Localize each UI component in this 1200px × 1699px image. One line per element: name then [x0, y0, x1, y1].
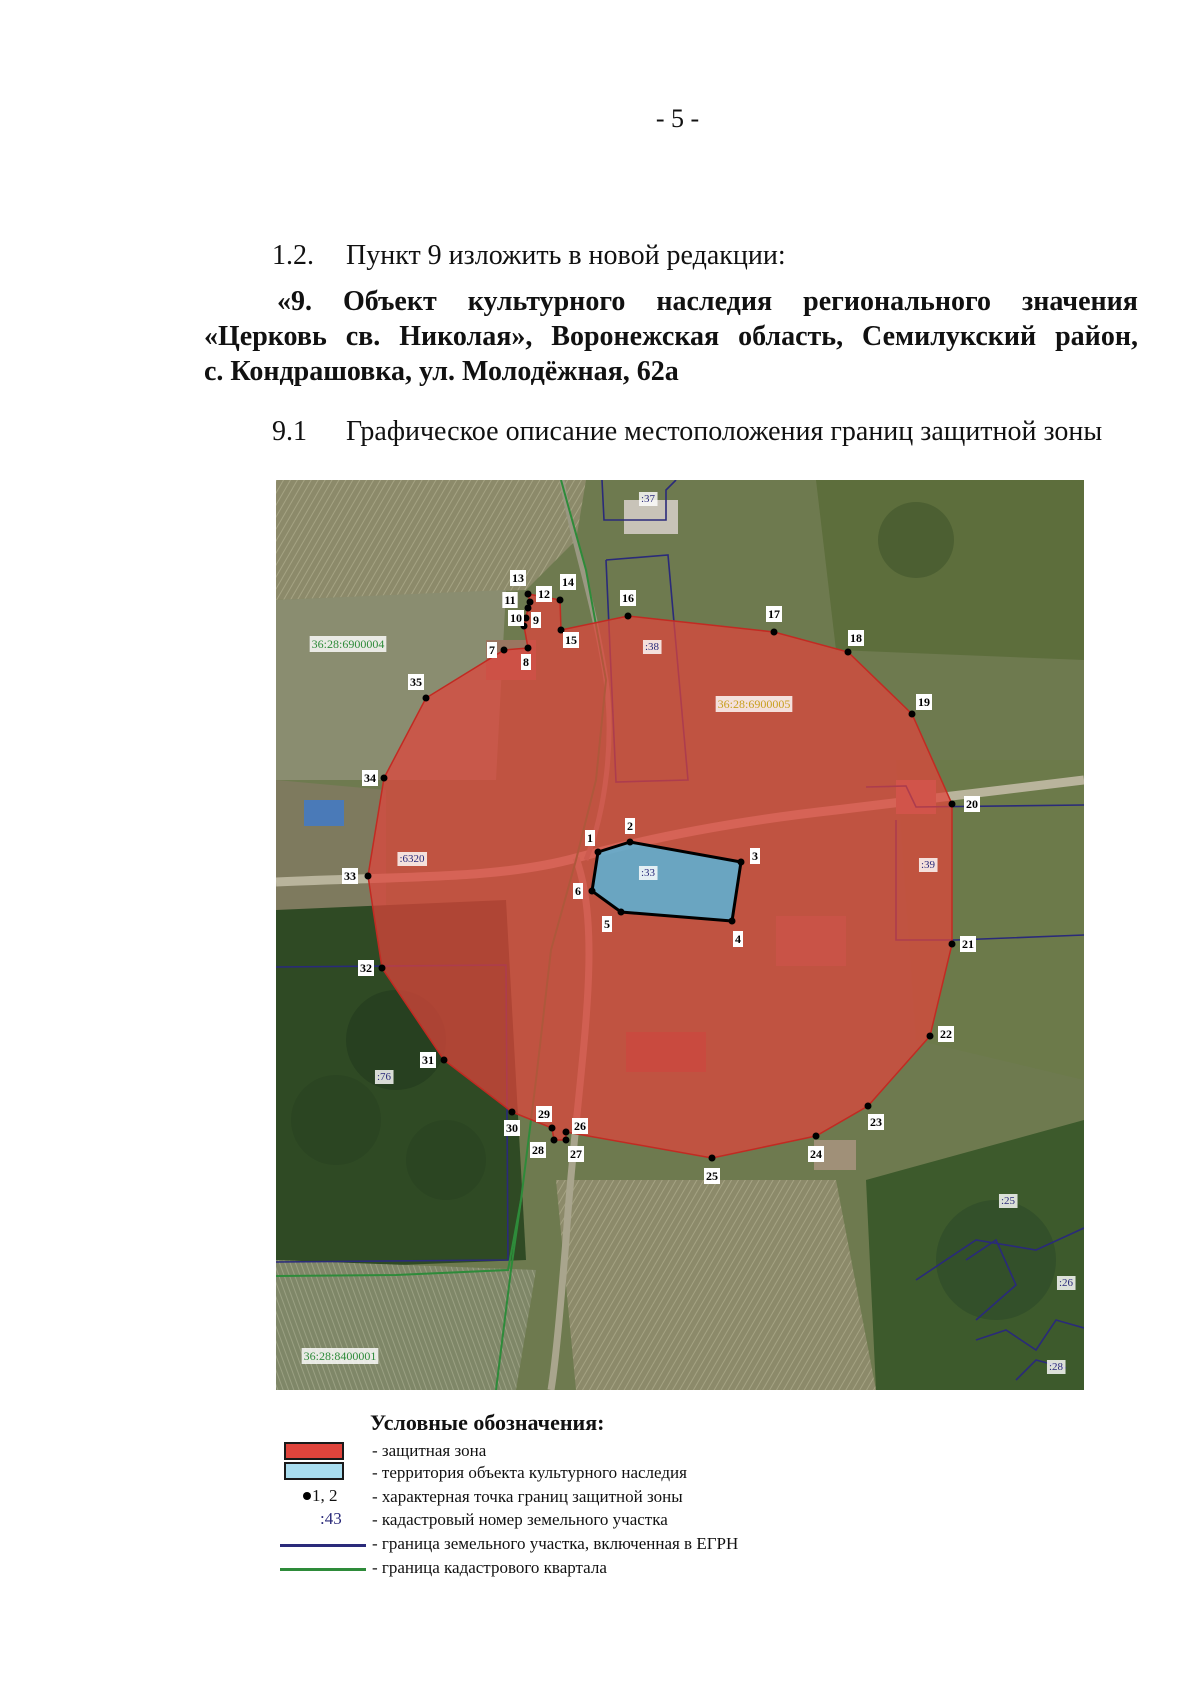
- svg-text:5: 5: [604, 917, 610, 931]
- legend-symbol: :43: [320, 1509, 342, 1528]
- svg-text:33: 33: [344, 869, 356, 883]
- svg-text:22: 22: [940, 1027, 952, 1041]
- quarter-border-line: [280, 1568, 366, 1571]
- svg-text:25: 25: [706, 1169, 718, 1183]
- legend-desc: - защитная зона: [372, 1441, 487, 1460]
- object-title-word: Воронежская: [551, 321, 720, 352]
- svg-text:9: 9: [533, 613, 539, 627]
- svg-text:13: 13: [512, 571, 524, 585]
- svg-text:14: 14: [562, 575, 574, 589]
- object-title-word: Николая»,: [399, 321, 533, 352]
- svg-text:2: 2: [627, 819, 633, 833]
- svg-text:3: 3: [752, 849, 758, 863]
- svg-text:29: 29: [538, 1107, 550, 1121]
- zone-swatch: [284, 1442, 344, 1460]
- svg-text:34: 34: [364, 771, 376, 785]
- object-title-word: св.: [345, 321, 381, 352]
- cadastral-number-label: [919, 858, 938, 872]
- legend-row-point: [276, 1486, 1076, 1508]
- cadastral-number-label: [302, 1348, 379, 1364]
- legend-desc: - характерная точка границ защитной зоны: [372, 1487, 683, 1506]
- legend-desc: - территория объекта культурного наследия: [372, 1463, 687, 1482]
- svg-text::38: :38: [644, 641, 660, 653]
- cadastral-number-label: [643, 640, 662, 654]
- svg-text::37: :37: [640, 493, 656, 505]
- object-title-line-3: [204, 354, 1138, 389]
- legend-desc: - граница земельного участка, включенная в ЕГРН: [372, 1534, 739, 1553]
- svg-text:10: 10: [510, 611, 522, 625]
- page-number: - 5 -: [655, 104, 700, 133]
- svg-text:21: 21: [962, 937, 974, 951]
- object-title-word: с. Кондрашовка, ул. Молодёжная, 62а: [204, 356, 679, 387]
- svg-text:8: 8: [523, 655, 529, 669]
- legend-row-zone: [276, 1440, 1076, 1462]
- svg-text:4: 4: [735, 932, 741, 946]
- svg-text:17: 17: [768, 607, 780, 621]
- cadastral-number-label: [397, 852, 427, 866]
- svg-text:28: 28: [532, 1143, 544, 1157]
- svg-text:36:28:6900005: 36:28:6900005: [717, 697, 791, 711]
- object-title-word: культурного: [467, 286, 626, 317]
- legend-row-heritage: [276, 1462, 1076, 1484]
- object-title: [204, 284, 1138, 389]
- svg-text::28: :28: [1048, 1361, 1064, 1373]
- svg-text::6320: :6320: [399, 853, 425, 865]
- legend-row-plot-border: [276, 1533, 1076, 1555]
- svg-text:36:28:8400001: 36:28:8400001: [303, 1349, 377, 1363]
- svg-text:11: 11: [504, 593, 516, 607]
- legend-desc: - граница кадастрового квартала: [372, 1558, 607, 1577]
- legend-row-cadastral: [276, 1509, 1076, 1531]
- cadastral-number-label: [999, 1194, 1018, 1208]
- subsection-number: 9.1: [272, 416, 307, 447]
- legend-symbol: 1, 2: [312, 1486, 338, 1505]
- legend-row-quarter-border: [276, 1557, 1076, 1579]
- cadastral-number-label: [1047, 1360, 1066, 1374]
- object-title-line-1: [204, 284, 1138, 319]
- svg-text:19: 19: [918, 695, 930, 709]
- heritage-swatch: [284, 1462, 344, 1480]
- object-title-word: Семилукский: [862, 321, 1037, 352]
- svg-text:26: 26: [574, 1119, 586, 1133]
- object-title-word: район,: [1055, 321, 1138, 352]
- svg-text:18: 18: [850, 631, 862, 645]
- svg-text:30: 30: [506, 1121, 518, 1135]
- map-canvas: [276, 480, 1084, 1390]
- legend-title: Условные обозначения:: [370, 1410, 605, 1435]
- svg-text:15: 15: [565, 633, 577, 647]
- svg-text::26: :26: [1058, 1277, 1074, 1289]
- subsection-text: Графическое описание местоположения границ защитной зоны: [346, 416, 1103, 447]
- svg-text:1: 1: [587, 831, 593, 845]
- cadastral-number-label: [310, 636, 387, 652]
- object-title-word: область,: [738, 321, 844, 352]
- object-title-word: значения: [1022, 286, 1138, 317]
- svg-text:27: 27: [570, 1147, 582, 1161]
- section-number: 1.2.: [272, 240, 314, 271]
- svg-text::33: :33: [640, 867, 656, 879]
- section-heading: [272, 240, 786, 272]
- svg-text:6: 6: [575, 884, 581, 898]
- cadastral-number-label: [639, 866, 658, 880]
- svg-text::25: :25: [1000, 1195, 1016, 1207]
- object-title-word: Объект: [343, 286, 437, 317]
- svg-text:32: 32: [360, 961, 372, 975]
- subsection-heading: [272, 416, 1102, 448]
- svg-text:20: 20: [966, 797, 978, 811]
- point-marker-icon: [303, 1492, 311, 1500]
- section-text: Пункт 9 изложить в новой редакции:: [346, 240, 786, 271]
- svg-text::39: :39: [920, 859, 936, 871]
- cadastral-number-label: [375, 1070, 394, 1084]
- map: [276, 480, 1084, 1390]
- svg-text:23: 23: [870, 1115, 882, 1129]
- cadastral-number-label: [716, 696, 793, 712]
- svg-text:24: 24: [810, 1147, 822, 1161]
- svg-text:16: 16: [622, 591, 634, 605]
- object-title-word: «Церковь: [204, 321, 327, 352]
- object-title-word: «9.: [277, 286, 312, 317]
- svg-text:35: 35: [410, 675, 422, 689]
- object-title-line-2: [204, 319, 1138, 354]
- svg-text::76: :76: [376, 1071, 392, 1083]
- svg-text:7: 7: [489, 643, 495, 657]
- plot-border-line: [280, 1544, 366, 1547]
- object-title-word: наследия: [656, 286, 773, 317]
- svg-text:12: 12: [538, 587, 550, 601]
- svg-text:36:28:6900004: 36:28:6900004: [311, 637, 385, 651]
- legend-desc: - кадастровый номер земельного участка: [372, 1510, 668, 1529]
- cadastral-number-label: [639, 492, 658, 506]
- cadastral-number-label: [1057, 1276, 1076, 1290]
- svg-text:31: 31: [422, 1053, 434, 1067]
- object-title-word: регионального: [803, 286, 992, 317]
